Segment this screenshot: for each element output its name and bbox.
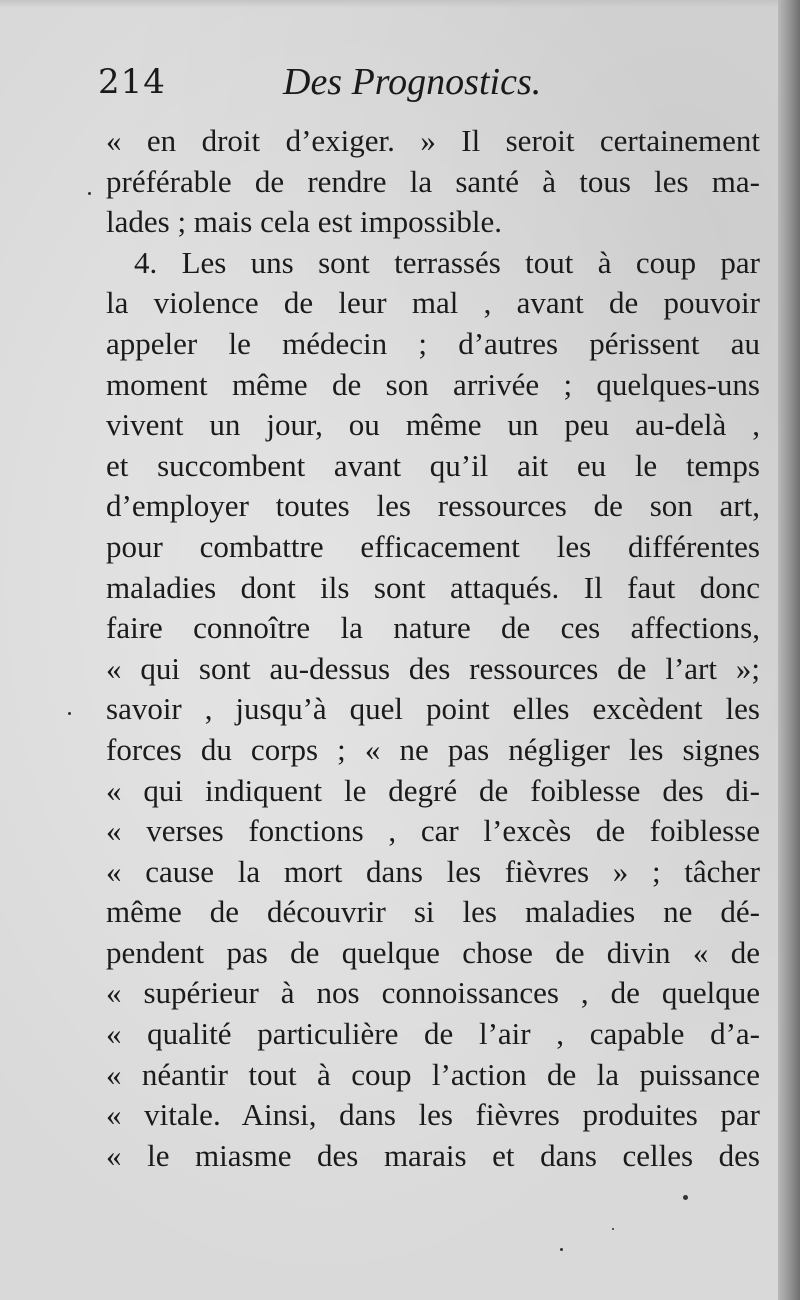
paper-speck (560, 1248, 563, 1251)
text-line: lades ; mais cela est impossible. (106, 204, 503, 240)
text-line: « le miasme des marais et dans celles des (106, 1137, 760, 1173)
page-header (0, 52, 800, 112)
page-gutter-shadow (778, 0, 800, 1300)
text-line: « supérieur à nos connoissances , de quelque (106, 975, 760, 1011)
text-line: d’employer toutes les ressources de son art, (106, 488, 760, 524)
page-number: 214 (98, 62, 166, 102)
text-line: maladies dont ils sont attaqués. Il faut donc (106, 569, 760, 605)
text-line: même de découvrir si les maladies ne dé- (106, 894, 760, 930)
paper-speck (68, 712, 71, 715)
paper-speck (88, 192, 91, 195)
text-line: préférable de rendre la santé à tous les ma- (106, 163, 760, 199)
text-line: « vitale. Ainsi, dans les fièvres produites par (106, 1097, 760, 1133)
page-top-shadow (0, 0, 800, 8)
text-line: pour combattre efficacement les différentes (106, 528, 760, 564)
paragraph-start-line: 4. Les uns sont terrassés tout à coup par (134, 244, 760, 280)
text-line: vivent un jour, ou même un peu au-delà , (106, 407, 760, 443)
paper-speck (683, 1195, 688, 1200)
text-line: faire connoître la nature de ces affections, (106, 610, 760, 646)
text-line: la violence de leur mal , avant de pouvoir (106, 285, 760, 321)
text-line: « cause la mort dans les fièvres » ; tâcher (106, 853, 760, 889)
text-line: « qualité particulière de l’air , capable d’a- (106, 1016, 760, 1052)
text-line: « verses fonctions , car l’excès de foiblesse (106, 813, 760, 849)
text-line: moment même de son arrivée ; quelques-uns (106, 366, 760, 402)
text-line: « en droit d’exiger. » Il seroit certainement (106, 123, 760, 158)
text-line: « qui indiquent le degré de foiblesse des di- (106, 772, 760, 808)
paper-speck (612, 1228, 614, 1230)
running-head: Des Prognostics. (283, 61, 542, 103)
text-line: savoir , jusqu’à quel point elles excèdent les (106, 691, 760, 727)
text-line: et succombent avant qu’il ait eu le temps (106, 447, 760, 483)
text-line: « qui sont au-dessus des ressources de l’art »; (106, 650, 760, 686)
text-line: « néantir tout à coup l’action de la puissance (106, 1056, 760, 1092)
text-line: appeler le médecin ; d’autres périssent au (106, 325, 760, 361)
text-line: pendent pas de quelque chose de divin « de (106, 934, 760, 970)
body-text (106, 121, 760, 1176)
text-line: forces du corps ; « ne pas négliger les signes (106, 731, 760, 767)
